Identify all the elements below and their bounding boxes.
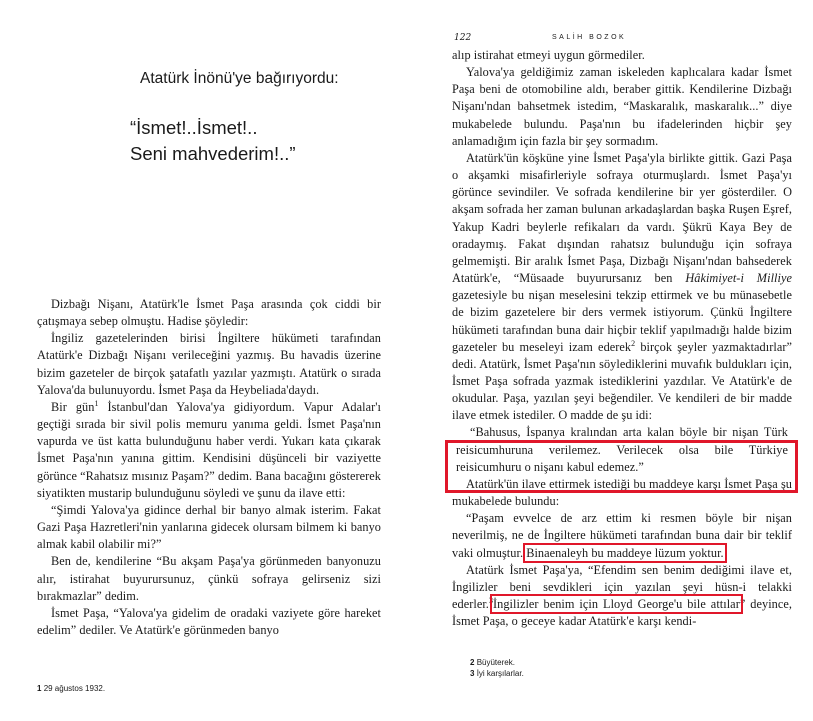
- footnote-ref: 3: [488, 595, 493, 605]
- epigraph-intro: Atatürk İnönü'ye bağırıyordu:: [140, 70, 339, 87]
- footnote: [470, 668, 524, 679]
- right-page: [406, 0, 813, 721]
- paragraph: Ben de, kendilerine “Bu akşam Paşa'ya görünmeden banyonuzu alır, istirahat buyurursunuz, çünkü sofraya gelirseniz sizi bırakmazlar” dedim.: [37, 554, 381, 603]
- paragraph: [452, 562, 792, 631]
- paragraph: [452, 150, 792, 425]
- highlighted-sentence: Binaenaleyh bu maddeye lüzum yoktur.: [526, 545, 724, 560]
- highlighted-sentence: İngilizler benim için Lloyd George'u bile attılar: [493, 597, 740, 611]
- text: birçok şeyler yazmaktadırlar” dedi. Atatürk, İsmet Paşa'nın söylediklerini muvafık buldukları için, İsmet Paşa sofrada yazmak istediklerini yazdılar. Ve Atatürk'e de okudular. Paşa, yazılan şeyi beğendiler. Ve kendileri de bir madde ilave etmek istediler. O madde de şu idi:: [452, 339, 792, 423]
- text: “Paşam evvelce de arz ettim ki resmen böyle bir nişan neverilmiş, ne de İngiltere hükümeti tarafından buna dair bir teklif vaki olmuştur.: [452, 511, 792, 560]
- paragraph: [452, 510, 792, 561]
- footnote-ref: 1: [94, 398, 99, 408]
- footnote-text: İyi karşılarlar.: [476, 669, 524, 678]
- paragraph: alıp istirahat etmeyi uygun görmediler.: [452, 48, 645, 62]
- footnote-number: 1: [37, 684, 42, 693]
- left-body: [37, 296, 381, 639]
- paragraph: Yalova'ya geldiğimiz zaman iskeleden kaplıcalara kadar İsmet Paşa beni de otomobiline aldı, beraber gittik. Kendilerine Dizbağı Nişanı'ndan bahsetmek istedim, “Maskaralık, maskaralık...” diye mukabelede bulundu. Paşa'nın bu ifadelerinden hiçbir şey anlamadığım için fazla bir şey sormadım.: [452, 65, 792, 148]
- page-number: 122: [454, 33, 472, 43]
- right-body: [452, 47, 792, 630]
- paragraph: Atatürk'ün ilave ettirmek istediği bu maddeye karşı İsmet Paşa şu mukabelede bulundu:: [452, 476, 792, 509]
- running-head: SALİH BOZOK: [552, 34, 627, 41]
- text: İstanbul'dan Yalova'ya gidiyordum. Vapur Adalar'ı geçtiği sırada bir sivil polis memuru yanıma geldi. İsmet Paşa'nın vapurda ve üst katta bulunduğunu haber verdi. Yukarı kata çıkarak İsmet Paşa'nın yanına gittim. Kendisini düşünceli bir vaziyette görünce “Rahatsız mısınız Paşam?” dedim. Bana bacağını göstererek siyatikten mustarip bulunduğunu söyledi ve şunu da ilave etti:: [37, 399, 381, 500]
- quote-line-1: “İsmet!..İsmet!..: [130, 117, 258, 138]
- highlighted-quote: “Bahusus, İspanya kralından arta kalan böyle bir nişan Türk reisicumhuruna verilemez. Verilecek olsa bile Türkiye reisicumhuru o nişanı kabul edemez.”: [456, 425, 788, 474]
- left-page: [0, 0, 406, 721]
- text: ” deyince, İsmet Paşa, o geceye kadar Atatürk'e karşı kendi-: [452, 597, 792, 629]
- text: Atatürk İsmet Paşa'ya, “Efendim sen benim dediğimi ilave et, İngilizler beni sevdikleri için yazılan şeyi hüsn-i telakki ederler.: [452, 562, 792, 611]
- footnote-number: 3: [470, 669, 475, 678]
- paragraph: İngiliz gazetelerinden birisi İngiltere hükümeti tarafından Atatürk'e Dizbağı Nişanı verileceğini yazmış. Bu havadis üzerine bizim gazeteler de birçok şatafatlı yazılar yazmıştı. Atatürk o sırada Yalova'da bulunuyordu. İsmet Paşa da Heybeliada'daydı.: [37, 331, 381, 397]
- paragraph: Dizbağı Nişanı, Atatürk'le İsmet Paşa arasında çok ciddi bir çatışmaya sebep olmuştu. Hadise şöyledir:: [37, 297, 381, 329]
- newspaper-name: Hâkimiyet-i Milliye: [685, 271, 792, 286]
- text: gazetesiyle bu nişan meselesini tekzip ettirmek ve bu münasebetle de bizim gazetelere bir ders vermek istiyorum. Çünkü İngiltere hükümeti tarafından buna dair hiçbir teklif yapılmadığı halde bizim gazeteler bu meseleyi izam ederek: [452, 288, 792, 354]
- footnote-ref: 2: [631, 338, 636, 348]
- paragraph: İsmet Paşa, “Yalova'ya gidelim de oradaki vaziyete göre hareket edelim” dediler. Ve Atatürk'e görünmeden banyo: [37, 605, 381, 637]
- right-footnotes: [470, 657, 524, 679]
- epigraph-quote: [130, 115, 296, 167]
- paragraph: “Şimdi Yalova'ya gidince derhal bir banyo almak isterim. Fakat Gazi Paşa Hazretleri'nin yanlarına gidecek olursam bilmem ki banyo almak kabil olabilir mi?”: [37, 502, 381, 552]
- text: Atatürk'ün köşküne yine İsmet Paşa'yla birlikte gittik. Gazi Paşa o akşamki misafirleriyle sofraya oturmuşlardı. İsmet Paşa'yı görünce sevindiler. Ve sofrada kendilerine bir yer gösterdiler. O akşam sofrada her zaman bulunan arkadaşlardan başka Ruşen Eşref, Yakup Kadri beylerle refikaları da vardı. Şükrü Kaya Bey de oradaymış. Fakat dışından rahatsız bulunduğu için sofraya gelmemişti. Bir aralık İsmet Paşa, Dizbağı Nişanı'ndan bahsederek Atatürk'e, “Müsaade buyurursanız ben: [452, 150, 792, 286]
- quote-line-2: Seni mahvederim!..”: [130, 143, 296, 164]
- footnote-number: 2: [470, 658, 475, 667]
- left-footnote: [37, 683, 105, 694]
- footnote: [470, 657, 524, 668]
- highlight-box: [445, 440, 798, 493]
- footnote-text: 29 ağustos 1932.: [43, 684, 106, 693]
- text: Bir gün: [51, 399, 95, 414]
- footnote-text: Büyüterek.: [476, 658, 515, 667]
- paragraph: [37, 399, 381, 502]
